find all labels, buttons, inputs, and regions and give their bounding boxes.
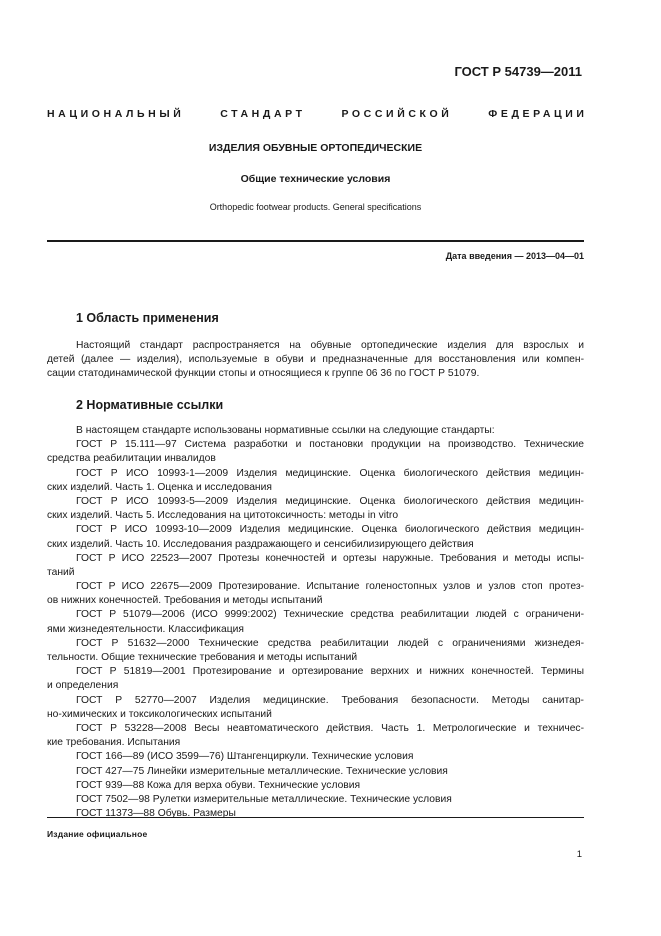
reference-line: ГОСТ Р 15.111—97 Система разработки и постановки продукции на производство. Технические (76, 439, 584, 451)
reference-line: ских изделий. Часть 5. Исследования на цитотоксичность: методы in vitro (47, 510, 399, 522)
reference-line: тельности. Общие технические требования и методы испытаний (47, 652, 358, 663)
official-edition-label: Издание официальное (47, 829, 148, 839)
reference-line: ГОСТ Р ИСО 22675—2009 Протезирование. Испытание голеностопных узлов и узлов стоп протез- (76, 581, 584, 593)
reference-line: ГОСТ Р 51079—2006 (ИСО 9999:2002) Технические средства реабилитации людей с ограничени- (76, 609, 584, 621)
document-code: ГОСТ Р 54739—2011 (454, 64, 582, 79)
reference-line: ями жизнедеятельности. Классификация (47, 623, 244, 635)
reference-line: ГОСТ Р ИСО 22523—2007 Протезы конечностей и ортезы наружные. Требования и методы испы- (76, 552, 584, 564)
reference-line: средства реабилитации инвалидов (47, 453, 216, 465)
reference-line: ских изделий. Часть 10. Исследования раздражающего и сенсибилизирующего действия (47, 538, 474, 550)
document-title: ИЗДЕЛИЯ ОБУВНЫЕ ОРТОПЕДИЧЕСКИЕ (208, 142, 423, 154)
reference-line: ских изделий. Часть 1. Оценка и исследования (47, 481, 272, 493)
reference-line: и определения (47, 680, 119, 692)
reference-line: кие требования. Испытания (47, 737, 181, 749)
footer-divider (47, 817, 584, 818)
reference-line: ГОСТ Р 53228—2008 Весы неавтоматического действия. Часть 1. Метрологические и техничес- (76, 722, 584, 734)
reference-line: ГОСТ 166—89 (ИСО 3599—76) Штангенциркули. Технические условия (76, 751, 414, 763)
text-line: детей (далее — изделия), используемые в обуви и предназначенные для восстановления или компен- (47, 354, 584, 366)
reference-line: ов нижних конечностей. Требования и методы испытаний (47, 595, 323, 607)
text-line: сации статодинамической функции стопы и относящиеся к группе 06 36 по ГОСТ Р 51079. (47, 368, 480, 380)
reference-line: ГОСТ 11373—88 Обувь. Размеры (76, 808, 236, 820)
header-divider (47, 240, 584, 242)
section-1-text (47, 339, 584, 382)
reference-line: ГОСТ 7502—98 Рулетки измерительные металлические. Технические условия (76, 793, 452, 805)
banner-word: РОССИЙСКОЙ (341, 108, 453, 120)
document-title-english: Orthopedic footwear products. General specifications (209, 202, 422, 212)
text-line: Настоящий стандарт распространяется на обувные ортопедические изделия для взрослых и (76, 340, 584, 351)
reference-line: ГОСТ Р ИСО 10993-10—2009 Изделия медицинские. Оценка биологического действия медицин- (76, 524, 584, 536)
national-standard-banner (47, 108, 588, 120)
section-1-heading: 1 Область применения (76, 311, 219, 325)
reference-line: ГОСТ 939—88 Кожа для верха обуви. Технические условия (76, 779, 361, 791)
reference-line: но-химических и токсикологических испытаний (47, 708, 272, 720)
section-2-heading: 2 Нормативные ссылки (76, 398, 224, 412)
page-number: 1 (576, 849, 582, 860)
reference-line: ГОСТ 427—75 Линейки измерительные металлические. Технические условия (76, 765, 448, 777)
reference-line: ГОСТ Р ИСО 10993-5—2009 Изделия медицинские. Оценка биологического действия медицин- (76, 495, 584, 507)
reference-line: ГОСТ Р ИСО 10993-1—2009 Изделия медицинские. Оценка биологического действия медицин- (76, 467, 584, 479)
reference-line: ГОСТ Р 51819—2001 Протезирование и ортезирование верхних и нижних конечностей. Термины (76, 666, 584, 678)
banner-word: СТАНДАРТ (220, 108, 306, 120)
section-2-references (47, 424, 584, 821)
document-subtitle: Общие технические условия (240, 173, 391, 185)
banner-word: ФЕДЕРАЦИИ (488, 108, 588, 120)
introduction-date: Дата введения — 2013—04—01 (445, 251, 584, 261)
banner-word: НАЦИОНАЛЬНЫЙ (47, 108, 185, 120)
text-line: В настоящем стандарте использованы нормативные ссылки на следующие стандарты: (76, 425, 495, 436)
reference-line: ГОСТ Р 51632—2000 Технические средства реабилитации людей с ограничениями жизнедея- (76, 637, 584, 649)
reference-line: таний (47, 566, 75, 578)
reference-line: ГОСТ Р 52770—2007 Изделия медицинские. Требования безопасности. Методы санитар- (76, 694, 584, 706)
